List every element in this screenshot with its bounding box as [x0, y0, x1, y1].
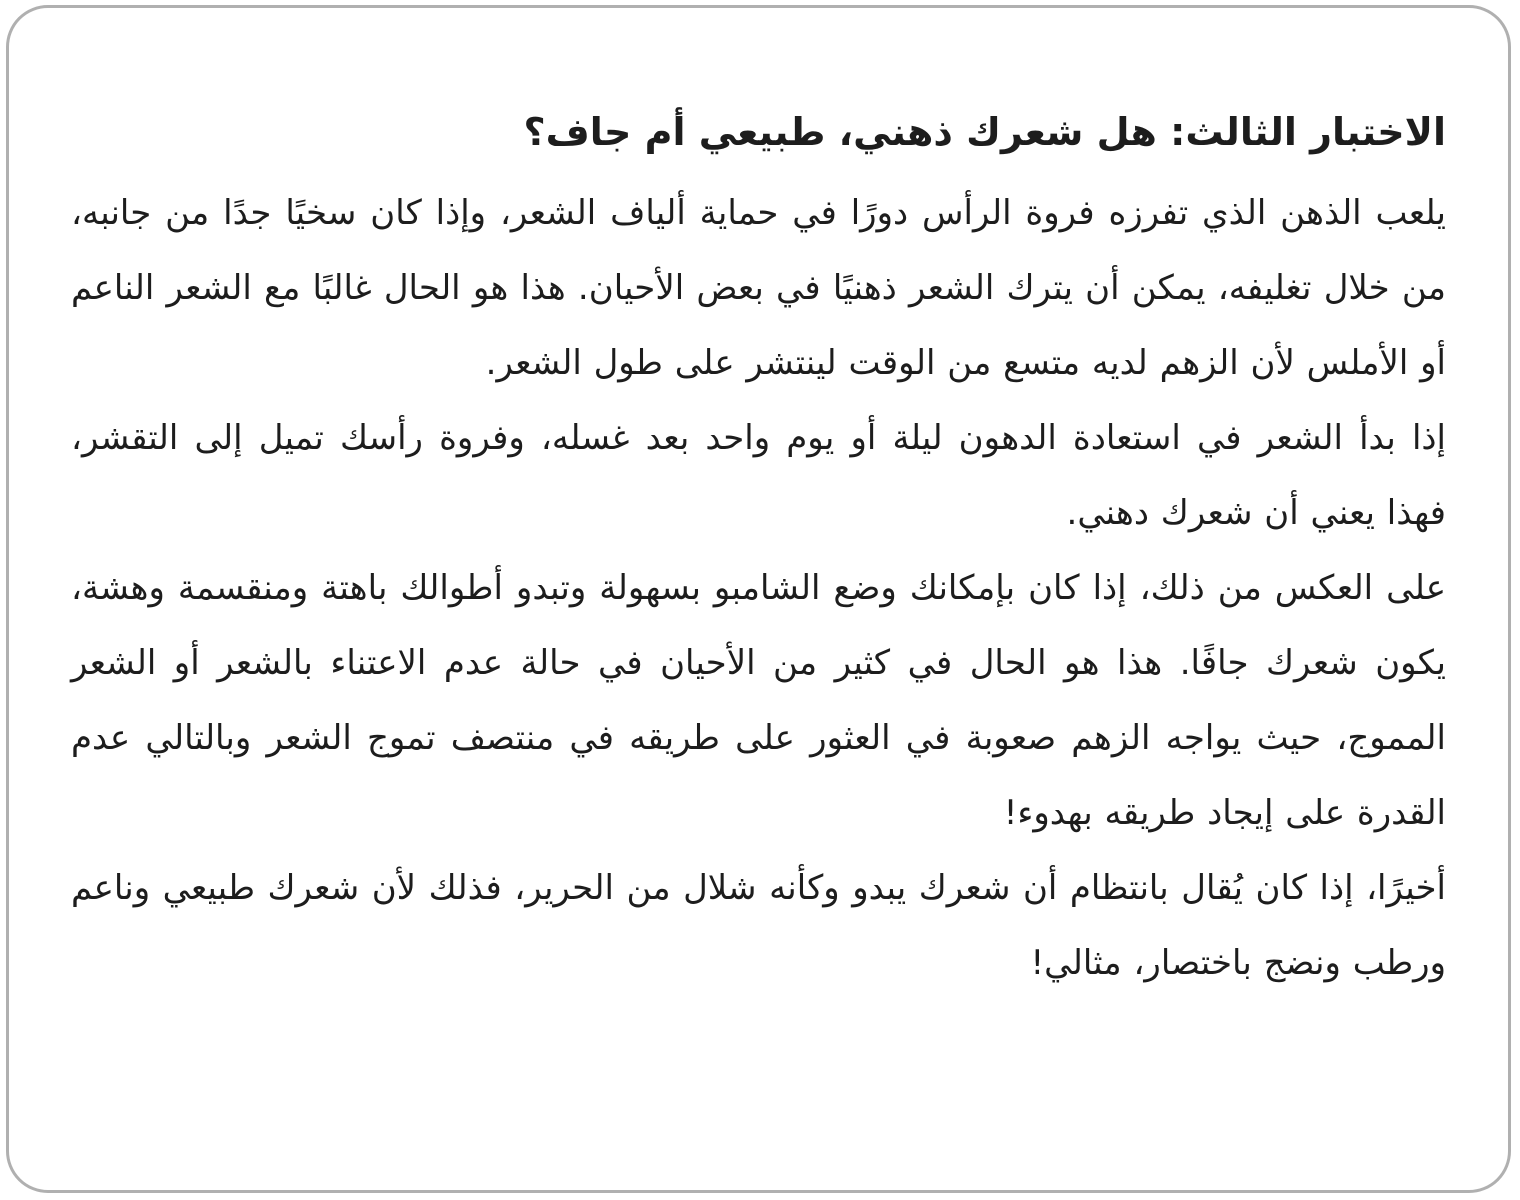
document-title: الاختبار الثالث: هل شعرك ذهني، طبيعي أم جاف؟ [523, 110, 1446, 154]
paragraph-dry-hair: على العكس من ذلك، إذا كان بإمكانك وضع الشامبو بسهولة وتبدو أطوالك باهتة ومنقسمة وهشة، يكون شعرك جافًا. هذا هو الحال في كثير من الأحيان في حالة عدم الاعتناء بالشعر أو الشعر المموج، حيث يواجه الزهم صعوبة في العثور على طريقه في منتصف تموج الشعر وبالتالي عدم القدرة على إيجاد طريقه بهدوء! [71, 567, 1446, 833]
paragraph-oily-hair-sign: إذا بدأ الشعر في استعادة الدهون ليلة أو يوم واحد بعد غسله، وفروة رأسك تميل إلى التقشر، فهذا يعني أن شعرك دهني. [71, 417, 1446, 533]
document-card [6, 5, 1511, 1193]
paragraph-natural-hair: أخيرًا، إذا كان يُقال بانتظام أن شعرك يبدو وكأنه شلال من الحرير، فذلك لأن شعرك طبيعي وناعم ورطب ونضج باختصار، مثالي! [71, 867, 1446, 983]
document-content [9, 8, 1508, 1041]
paragraph-oily-hair-intro: يلعب الذهن الذي تفرزه فروة الرأس دورًا في حماية ألياف الشعر، وإذا كان سخيًا جدًا من جانبه، من خلال تغليفه، يمكن أن يترك الشعر ذهنيًا في بعض الأحيان. هذا هو الحال غالبًا مع الشعر الناعم أو الأملس لأن الزهم لديه متسع من الوقت لينتشر على طول الشعر. [71, 192, 1446, 383]
